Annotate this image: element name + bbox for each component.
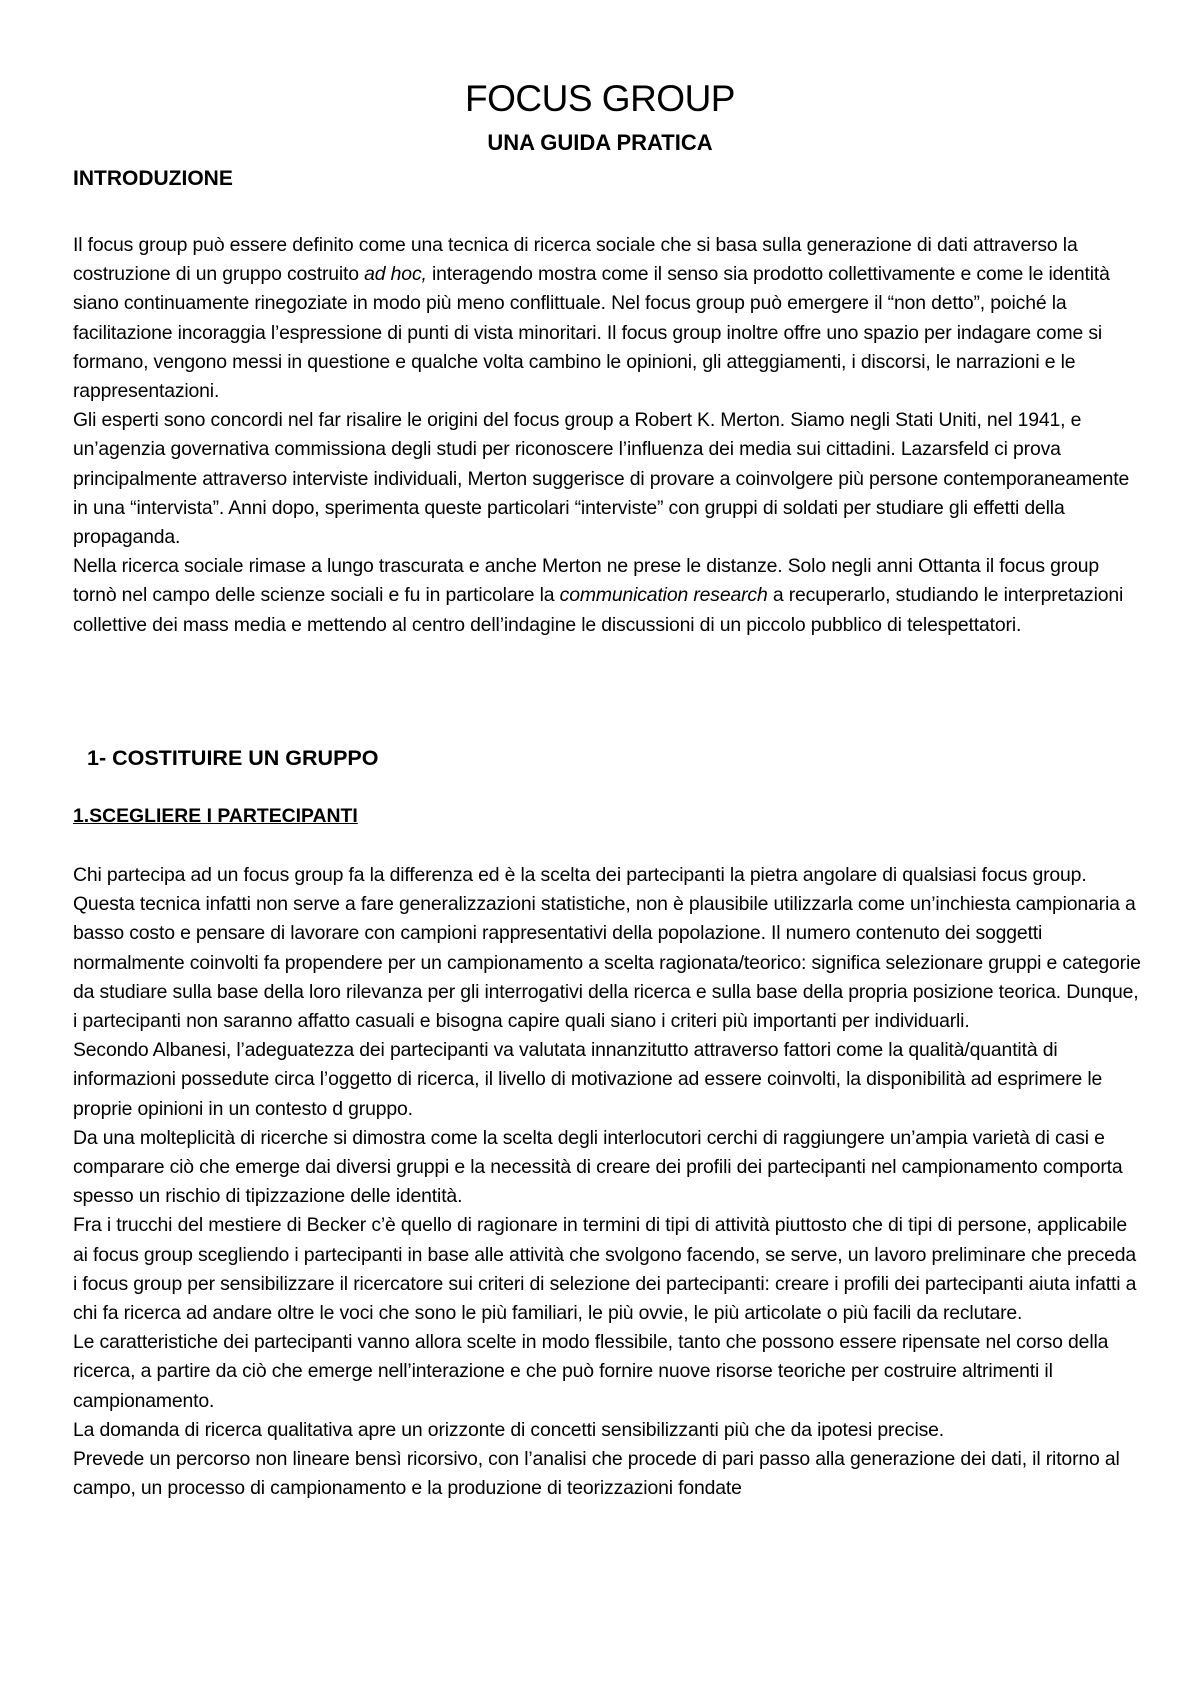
- intro-paragraph: Nella ricerca sociale rimase a lungo trascurata e anche Merton ne prese le distanze. Solo negli anni Ottanta il focus group tornò nel campo delle scienze sociali e fu in particolare la communication research a recuperarlo, studiando le interpretazioni collettive dei mass media e mettendo al centro dell’indagine le discussioni di un piccolo pubblico di telespettatori.: [73, 555, 1124, 636]
- intro-paragraph: Il focus group può essere definito come una tecnica di ricerca sociale che si basa sulla generazione di dati attraverso la costruzione di un gruppo costruito ad hoc, interagendo mostra come il senso sia prodotto collettivamente e come le identità siano continuamente rinegoziate in modo più meno conflittuale. Nel focus group può emergere il “non detto”, poiché la facilitazione incoraggia l’espressione di punti di vista minoritari. Il focus group inoltre offre uno spazio per indagare come si formano, vengono messi in questione e qualche volta cambino le opinioni, gli atteggiamenti, i discorsi, le narrazioni e le rappresentazioni.: [73, 234, 1110, 403]
- section-paragraph: La domanda di ricerca qualitativa apre un orizzonte di concetti sensibilizzanti più che da ipotesi precise.: [73, 1418, 945, 1441]
- section-paragraph: Da una molteplicità di ricerche si dimostra come la scelta degli interlocutori cerchi di raggiungere un’ampia varietà di casi e comparare ciò che emerge dai diversi gruppi e la necessità di creare dei profili dei partecipanti nel campionamento comporta spesso un rischio di tipizzazione delle identità.: [73, 1126, 1123, 1208]
- subsection-heading: 1.SCEGLIERE I PARTECIPANTI: [73, 805, 358, 827]
- document-subtitle: UNA GUIDA PRATICA: [487, 130, 713, 155]
- intro-paragraph: Gli esperti sono concordi nel far risalire le origini del focus group a Robert K. Merton. Siamo negli Stati Uniti, nel 1941, e un’agenzia governativa commissiona degli studi per riconoscere l’influenza dei media sui cittadini. Lazarsfeld ci prova principalmente attraverso interviste individuali, Merton suggerisce di provare a coinvolgere più persone contemporaneamente in una “intervista”. Anni dopo, sperimenta queste particolari “interviste” con gruppi di soldati per studiare gli effetti della propaganda.: [73, 409, 1130, 549]
- section-paragraph: Questa tecnica infatti non serve a fare generalizzazioni statistiche, non è plausibile utilizzarla come un’inchiesta campionaria a basso costo e pensare di lavorare con campioni rappresentativi della popolazione. Il numero contenuto dei soggetti normalmente coinvolti fa propendere per un campionamento a scelta ragionata/teorico: significa selezionare gruppi e categorie da studiare sulla base della loro rilevanza per gli interrogativi della ricerca e sulla base della propria posizione teorica. Dunque, i partecipanti non saranno affatto casuali e bisogna capire quali siano i criteri più importanti per individuarli.: [73, 893, 1141, 1033]
- section-paragraph: Chi partecipa ad un focus group fa la differenza ed è la scelta dei partecipanti la pietra angolare di qualsiasi focus group.: [73, 864, 1087, 886]
- section-paragraph: Fra i trucchi del mestiere di Becker c’è quello di ragionare in termini di tipi di attività piuttosto che di tipi di persone, applicabile ai focus group scegliendo i partecipanti in base alle attività che svolgono facendo, se serve, un lavoro preliminare che preceda i focus group per sensibilizzare il ricercatore sui criteri di selezione dei partecipanti: creare i profili dei partecipanti aiuta infatti a chi fa ricerca ad andare oltre le voci che sono le più familiari, le più ovvie, le più articolate o più facili da reclutare.: [73, 1214, 1137, 1325]
- document-title: FOCUS GROUP: [465, 78, 735, 119]
- section-paragraph: Prevede un percorso non lineare bensì ricorsivo, con l’analisi che procede di pari passo alla generazione dei dati, il ritorno al campo, un processo di campionamento e la produzione di teorizzazioni fondate: [73, 1448, 1120, 1500]
- intro-body: [73, 231, 1143, 640]
- section-body: [73, 861, 1143, 1503]
- section-paragraph: Le caratteristiche dei partecipanti vanno allora scelte in modo flessibile, tanto che possono essere ripensate nel corso della ricerca, a partire da ciò che emerge nell’interazione e che può fornire nuove risorse teoriche per costruire altrimenti il campionamento.: [73, 1331, 1109, 1412]
- intro-heading: INTRODUZIONE: [73, 167, 233, 190]
- section-paragraph: Secondo Albanesi, l’adeguatezza dei partecipanti va valutata innanzitutto attraverso fattori come la qualità/quantità di informazioni possedute circa l’oggetto di ricerca, il livello di motivazione ad essere coinvolti, la disponibilità ad esprimere le proprie opinioni in un contesto d gruppo.: [73, 1039, 1103, 1120]
- section-heading: 1- COSTITUIRE UN GRUPPO: [87, 746, 379, 770]
